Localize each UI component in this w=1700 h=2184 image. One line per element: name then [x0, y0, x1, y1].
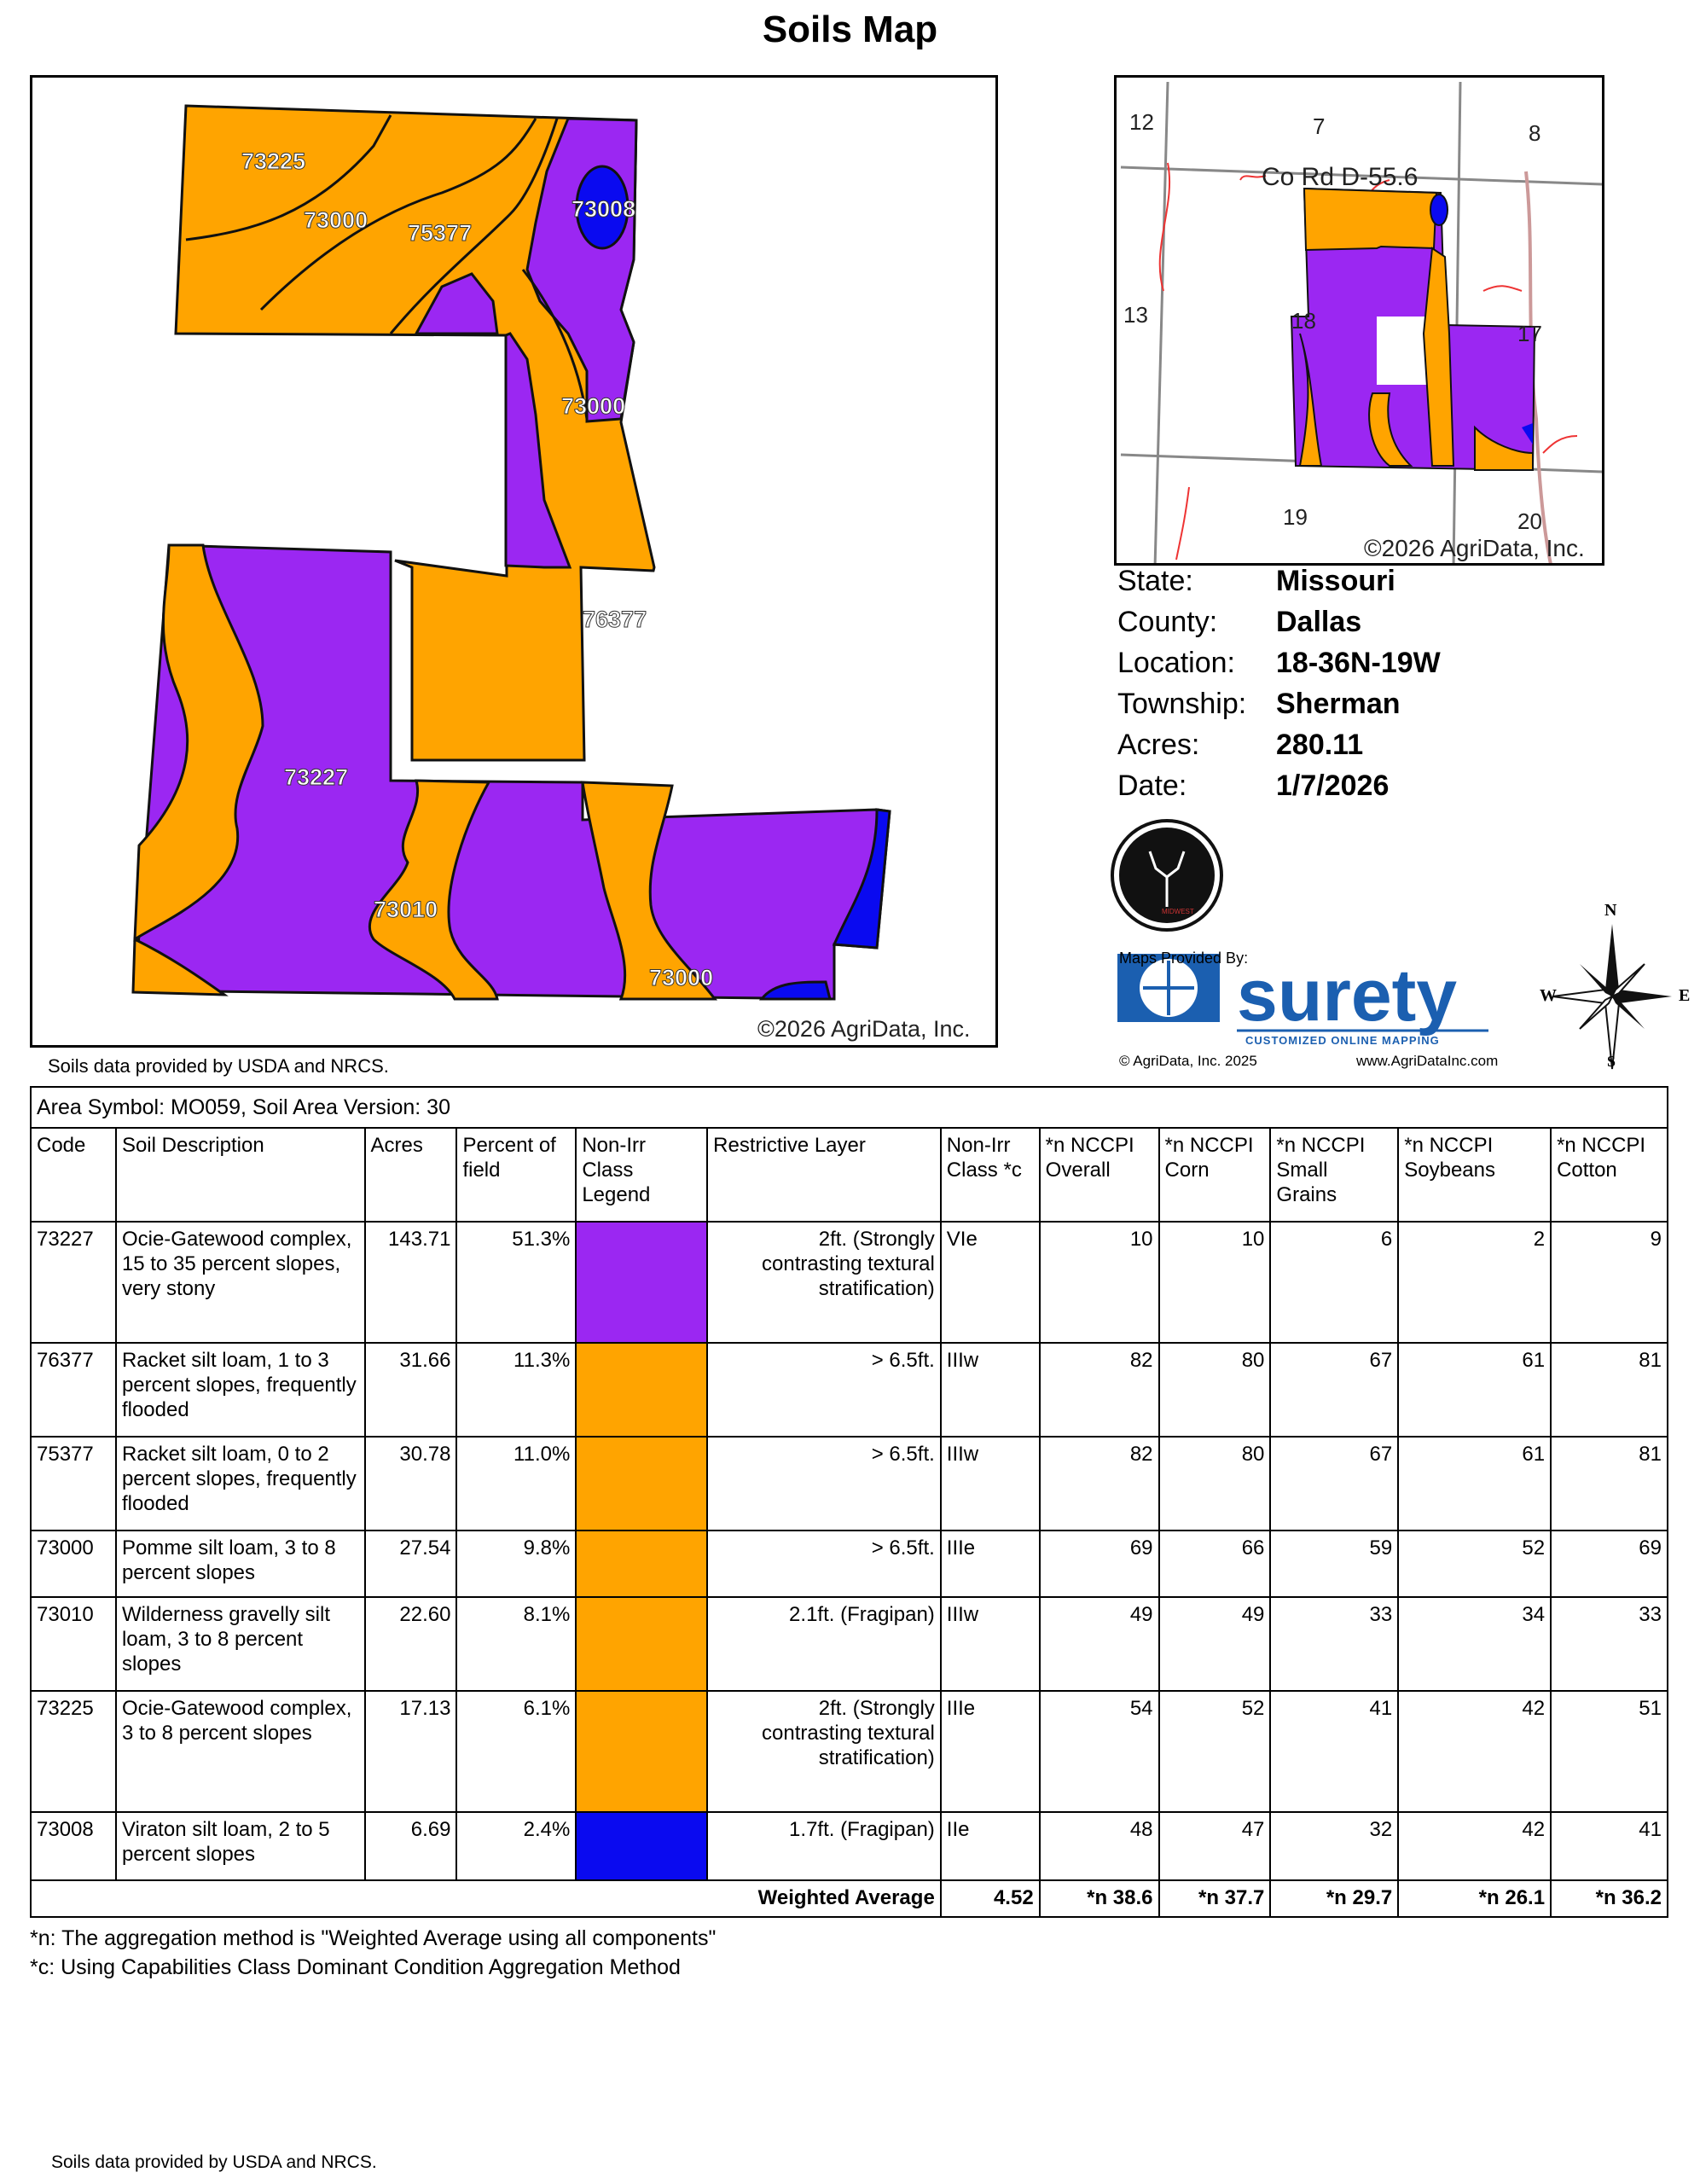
map-label: 73227: [284, 764, 349, 790]
table-cell-small: 6: [1270, 1222, 1398, 1343]
table-cell-overall: 82: [1040, 1437, 1159, 1531]
table-cell-restrict: 2.1ft. (Fragipan): [707, 1597, 941, 1691]
table-cell-desc: Viraton silt loam, 2 to 5 percent slopes: [116, 1812, 365, 1880]
area-symbol: Area Symbol: MO059, Soil Area Version: 30: [31, 1087, 1668, 1128]
weighted-average-row: [31, 1880, 1668, 1917]
weighted-average-cls: 4.52: [941, 1880, 1040, 1917]
table-header: *n NCCPI Small Grains: [1270, 1128, 1398, 1222]
maps-provided-label: Maps Provided By:: [1119, 950, 1249, 967]
table-cell-code: 75377: [31, 1437, 116, 1531]
table-cell-overall: 54: [1040, 1691, 1159, 1812]
table-cell-soy: 42: [1398, 1691, 1551, 1812]
table-cell-soy: 34: [1398, 1597, 1551, 1691]
table-header: Soil Description: [116, 1128, 365, 1222]
table-cell-soy: 61: [1398, 1343, 1551, 1437]
class-legend-swatch: [576, 1343, 707, 1437]
table-cell-acres: 22.60: [365, 1597, 457, 1691]
table-cell-cotton: 81: [1551, 1437, 1668, 1531]
table-cell-corn: 47: [1159, 1812, 1271, 1880]
table-cell-small: 33: [1270, 1597, 1398, 1691]
table-cell-pct: 9.8%: [456, 1531, 576, 1597]
table-cell-cls: IIIe: [941, 1691, 1040, 1812]
compass-east: E: [1679, 986, 1691, 1005]
agridata-credit: © AgriData, Inc. 2025: [1119, 1053, 1257, 1069]
inset-copyright: ©2026 AgriData, Inc.: [1364, 535, 1585, 561]
table-cell-corn: 52: [1159, 1691, 1271, 1812]
table-row: [31, 1597, 1668, 1691]
class-legend-swatch: [576, 1691, 707, 1812]
table-cell-cls: VIe: [941, 1222, 1040, 1343]
table-cell-desc: Wilderness gravelly silt loam, 3 to 8 percent slopes: [116, 1597, 365, 1691]
table-cell-cls: IIIw: [941, 1343, 1040, 1437]
table-cell-restrict: 1.7ft. (Fragipan): [707, 1812, 941, 1880]
table-cell-code: 73000: [31, 1531, 116, 1597]
map-label: 76377: [583, 607, 647, 632]
table-cell-pct: 11.0%: [456, 1437, 576, 1531]
table-cell-cotton: 69: [1551, 1531, 1668, 1597]
footnote: *c: Using Capabilities Class Dominant Condition Aggregation Method: [30, 1955, 681, 1979]
table-cell-soy: 42: [1398, 1812, 1551, 1880]
map-label: 73008: [572, 196, 636, 222]
table-cell-overall: 69: [1040, 1531, 1159, 1597]
table-cell-cotton: 33: [1551, 1597, 1668, 1691]
table-cell-cls: IIIw: [941, 1437, 1040, 1531]
surety-logo: surety: [1237, 955, 1458, 1037]
table-header: Percent of field: [456, 1128, 576, 1222]
map-label: 73000: [561, 393, 626, 419]
table-cell-desc: Racket silt loam, 0 to 2 percent slopes, frequently flooded: [116, 1437, 365, 1531]
table-cell-pct: 11.3%: [456, 1343, 576, 1437]
table-row: [31, 1437, 1668, 1531]
section-label: 12: [1129, 109, 1154, 135]
table-cell-code: 76377: [31, 1343, 116, 1437]
section-label: 18: [1291, 308, 1316, 334]
page-title: Soils Map: [762, 9, 938, 50]
table-cell-overall: 82: [1040, 1343, 1159, 1437]
table-cell-pct: 51.3%: [456, 1222, 576, 1343]
table-cell-restrict: > 6.5ft.: [707, 1343, 941, 1437]
table-cell-acres: 27.54: [365, 1531, 457, 1597]
table-cell-small: 41: [1270, 1691, 1398, 1812]
table-cell-desc: Ocie-Gatewood complex, 15 to 35 percent slopes, very stony: [116, 1222, 365, 1343]
weighted-average-corn: *n 37.7: [1159, 1880, 1271, 1917]
table-cell-restrict: 2ft. (Strongly contrasting textural stratification): [707, 1222, 941, 1343]
class-legend-swatch: [576, 1437, 707, 1531]
class-legend-swatch: [576, 1531, 707, 1597]
table-cell-small: 32: [1270, 1812, 1398, 1880]
section-label: 7: [1313, 113, 1326, 139]
table-cell-code: 73225: [31, 1691, 116, 1812]
table-cell-corn: 80: [1159, 1437, 1271, 1531]
table-cell-restrict: > 6.5ft.: [707, 1437, 941, 1531]
table-cell-corn: 80: [1159, 1343, 1271, 1437]
seal-text: MIDWEST: [1162, 908, 1194, 915]
surety-tagline: CUSTOMIZED ONLINE MAPPING: [1245, 1034, 1440, 1047]
table-cell-cls: IIIw: [941, 1597, 1040, 1691]
table-cell-pct: 2.4%: [456, 1812, 576, 1880]
table-cell-cotton: 81: [1551, 1343, 1668, 1437]
compass-south: S: [1607, 1053, 1616, 1070]
map-copyright: ©2026 AgriData, Inc.: [757, 1016, 971, 1042]
weighted-average-label: Weighted Average: [31, 1880, 941, 1917]
soil-table: [30, 1086, 1668, 1918]
table-cell-soy: 52: [1398, 1531, 1551, 1597]
table-header: Non-Irr Class Legend: [576, 1128, 707, 1222]
table-row: [31, 1343, 1668, 1437]
table-cell-soy: 61: [1398, 1437, 1551, 1531]
soils-map: [30, 75, 998, 1048]
table-cell-acres: 143.71: [365, 1222, 457, 1343]
table-cell-overall: 49: [1040, 1597, 1159, 1691]
map-label: 73000: [649, 965, 714, 990]
class-legend-swatch: [576, 1812, 707, 1880]
table-cell-acres: 31.66: [365, 1343, 457, 1437]
table-cell-cotton: 41: [1551, 1812, 1668, 1880]
table-cell-corn: 66: [1159, 1531, 1271, 1597]
table-cell-pct: 6.1%: [456, 1691, 576, 1812]
map-label: 73225: [241, 148, 306, 174]
table-cell-code: 73227: [31, 1222, 116, 1343]
table-header: *n NCCPI Overall: [1040, 1128, 1159, 1222]
section-label: 19: [1283, 504, 1308, 530]
table-row: [31, 1531, 1668, 1597]
compass-north: N: [1604, 901, 1617, 920]
table-header-row: [31, 1128, 1668, 1222]
table-cell-small: 67: [1270, 1343, 1398, 1437]
road-label: Co Rd D-55.6: [1262, 163, 1419, 191]
table-cell-desc: Racket silt loam, 1 to 3 percent slopes, frequently flooded: [116, 1343, 365, 1437]
table-cell-overall: 10: [1040, 1222, 1159, 1343]
table-cell-small: 67: [1270, 1437, 1398, 1531]
table-cell-code: 73010: [31, 1597, 116, 1691]
footnotes: [30, 1924, 716, 1982]
table-cell-code: 73008: [31, 1812, 116, 1880]
table-cell-desc: Pomme silt loam, 3 to 8 percent slopes: [116, 1531, 365, 1597]
inset-map: [1114, 75, 1604, 566]
weighted-average-soy: *n 26.1: [1398, 1880, 1551, 1917]
agridata-website: www.AgriDataInc.com: [1356, 1053, 1499, 1069]
table-cell-corn: 49: [1159, 1597, 1271, 1691]
table-cell-cls: IIe: [941, 1812, 1040, 1880]
map-label: 75377: [408, 220, 473, 246]
table-cell-acres: 17.13: [365, 1691, 457, 1812]
map-label: 73000: [304, 207, 368, 233]
table-cell-desc: Ocie-Gatewood complex, 3 to 8 percent slopes: [116, 1691, 365, 1812]
weighted-average-cotton: *n 36.2: [1551, 1880, 1668, 1917]
class-legend-swatch: [576, 1222, 707, 1343]
table-cell-restrict: > 6.5ft.: [707, 1531, 941, 1597]
section-label: 13: [1123, 302, 1148, 328]
section-label: 8: [1529, 120, 1541, 146]
section-label: 20: [1517, 508, 1542, 534]
table-cell-soy: 2: [1398, 1222, 1551, 1343]
section-label: 17: [1517, 321, 1542, 346]
table-cell-acres: 6.69: [365, 1812, 457, 1880]
weighted-average-overall: *n 38.6: [1040, 1880, 1159, 1917]
table-row: [31, 1691, 1668, 1812]
table-cell-pct: 8.1%: [456, 1597, 576, 1691]
table-header: *n NCCPI Soybeans: [1398, 1128, 1551, 1222]
table-header: *n NCCPI Corn: [1159, 1128, 1271, 1222]
table-row: [31, 1812, 1668, 1880]
table-cell-corn: 10: [1159, 1222, 1271, 1343]
weighted-average-small: *n 29.7: [1270, 1880, 1398, 1917]
branding: [1109, 817, 1697, 1073]
table-header: Acres: [365, 1128, 457, 1222]
class-legend-swatch: [576, 1597, 707, 1691]
table-cell-cotton: 51: [1551, 1691, 1668, 1812]
soils-map-graphic: [32, 78, 998, 1048]
table-header: Restrictive Layer: [707, 1128, 941, 1222]
source-note-bottom: Soils data provided by USDA and NRCS.: [51, 2152, 377, 2172]
table-header: *n NCCPI Cotton: [1551, 1128, 1668, 1222]
table-header: Code: [31, 1128, 116, 1222]
source-note: Soils data provided by USDA and NRCS.: [48, 1055, 389, 1077]
table-header: Non-Irr Class *c: [941, 1128, 1040, 1222]
table-cell-acres: 30.78: [365, 1437, 457, 1531]
table-cell-cotton: 9: [1551, 1222, 1668, 1343]
table-cell-restrict: 2ft. (Strongly contrasting textural stratification): [707, 1691, 941, 1812]
compass-west: W: [1540, 986, 1557, 1005]
map-label: 73010: [374, 897, 438, 922]
footnote: *n: The aggregation method is "Weighted Average using all components": [30, 1926, 717, 1950]
table-row: [31, 1222, 1668, 1343]
table-cell-overall: 48: [1040, 1812, 1159, 1880]
table-cell-cls: IIIe: [941, 1531, 1040, 1597]
table-cell-small: 59: [1270, 1531, 1398, 1597]
